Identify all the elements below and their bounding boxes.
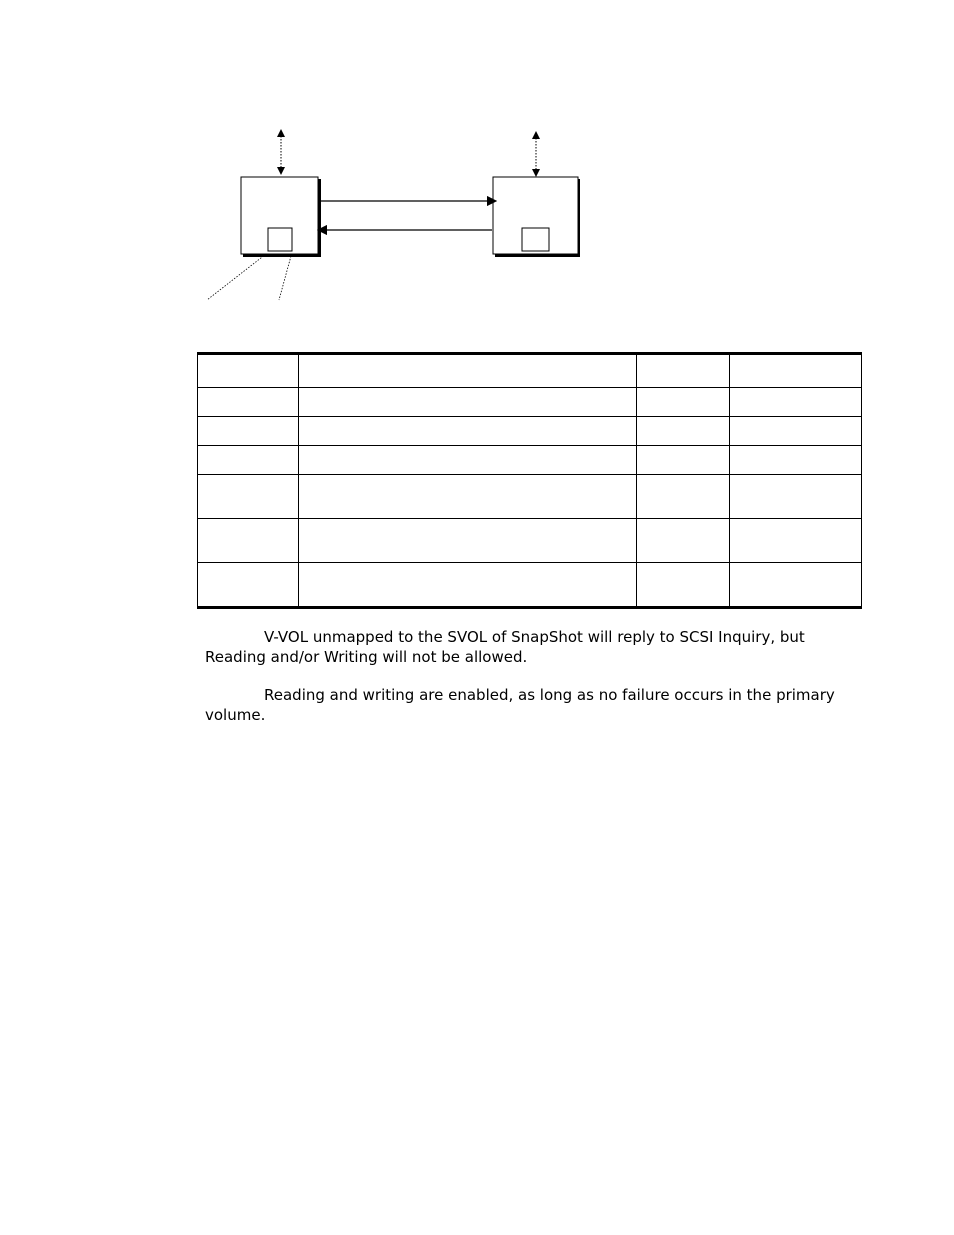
table-cell bbox=[198, 446, 299, 475]
table-cell bbox=[637, 446, 730, 475]
table-cell bbox=[198, 354, 299, 388]
table-cell bbox=[637, 475, 730, 519]
right-volume-square bbox=[522, 228, 549, 251]
table-cell bbox=[730, 388, 862, 417]
table-cell bbox=[198, 563, 299, 608]
table-cell bbox=[730, 417, 862, 446]
table-cell bbox=[637, 417, 730, 446]
replication-diagram bbox=[0, 0, 954, 320]
table-cell bbox=[637, 354, 730, 388]
table-row bbox=[198, 388, 862, 417]
table-cell bbox=[637, 563, 730, 608]
table-cell bbox=[637, 388, 730, 417]
left-volume-square bbox=[268, 228, 292, 251]
table-cell bbox=[730, 563, 862, 608]
table-row bbox=[198, 563, 862, 608]
table-cell bbox=[299, 475, 637, 519]
table-cell bbox=[299, 417, 637, 446]
leader-line-2 bbox=[279, 256, 291, 300]
table-cell bbox=[299, 446, 637, 475]
paragraph-read-write-enabled: Reading and writing are enabled, as long as no failure occurs in the primary volume. bbox=[205, 686, 835, 724]
table-cell bbox=[198, 519, 299, 563]
table-cell bbox=[299, 519, 637, 563]
leader-line-1 bbox=[207, 254, 266, 300]
table-row bbox=[198, 446, 862, 475]
table-cell bbox=[299, 563, 637, 608]
table-cell bbox=[299, 388, 637, 417]
table-cell bbox=[198, 388, 299, 417]
table-row bbox=[198, 519, 862, 563]
table-cell bbox=[198, 417, 299, 446]
status-table bbox=[197, 352, 862, 609]
table-row bbox=[198, 475, 862, 519]
table-cell bbox=[198, 475, 299, 519]
table-cell bbox=[299, 354, 637, 388]
table-cell bbox=[637, 519, 730, 563]
table-cell bbox=[730, 446, 862, 475]
table-cell bbox=[730, 475, 862, 519]
paragraph-vvol-unmapped: V-VOL unmapped to the SVOL of SnapShot will reply to SCSI Inquiry, but Reading and/or Writing will not be allowed. bbox=[205, 628, 805, 666]
table-cell bbox=[730, 519, 862, 563]
table-cell bbox=[730, 354, 862, 388]
table-header-row bbox=[198, 354, 862, 388]
table-row bbox=[198, 417, 862, 446]
